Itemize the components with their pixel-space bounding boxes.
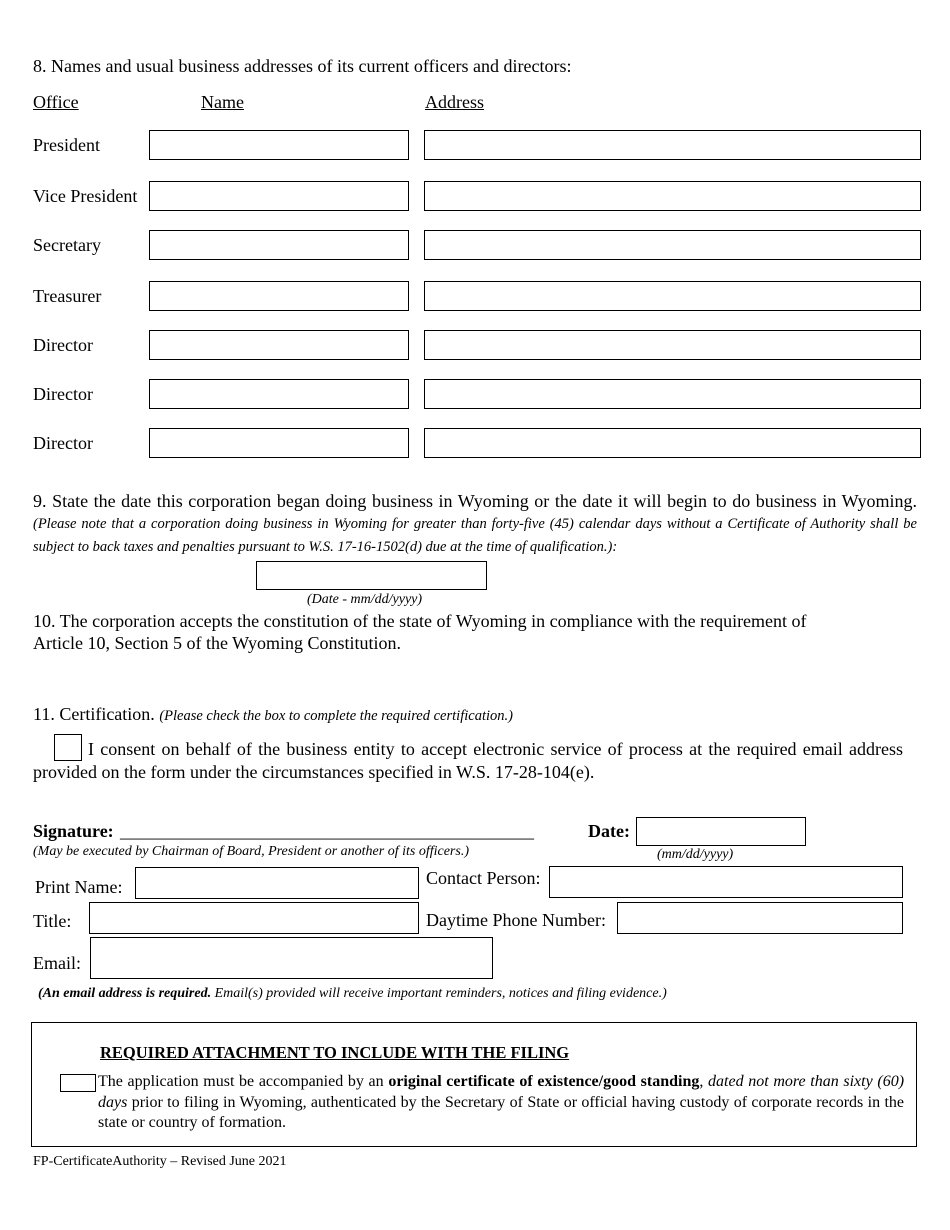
email-input[interactable] [90, 937, 493, 979]
email-note-text: Email(s) provided will receive important reminders, notices and filing evidence.) [211, 986, 667, 1001]
section-10-line1: 10. The corporation accepts the constitution of the state of Wyoming in compliance with the requirement of [33, 611, 807, 631]
title-label: Title: [33, 911, 72, 931]
office-label: Treasurer [33, 286, 102, 306]
executed-note: (May be executed by Chairman of Board, President or another of its officers.) [33, 844, 469, 859]
officer-address-input[interactable] [424, 281, 921, 311]
print-name-input[interactable] [135, 867, 419, 899]
title-input[interactable] [89, 902, 419, 934]
officer-name-input[interactable] [149, 330, 409, 360]
office-label: Vice President [33, 186, 138, 206]
section-10-line2: Article 10, Section 5 of the Wyoming Constitution. [33, 633, 402, 653]
officer-name-input[interactable] [149, 181, 409, 211]
officer-name-input[interactable] [149, 428, 409, 458]
signature-date-caption: (mm/dd/yyyy) [657, 847, 734, 862]
section-9-note: (Please note that a corporation doing business in Wyoming for greater than forty-five (45) calendar days without a Certificate of Authority shall be subject to back taxes and penalties pursuant to W.S. 17-16-1502(d) due at the time of qualification.): [33, 516, 917, 555]
officer-address-input[interactable] [424, 379, 921, 409]
officer-name-input[interactable] [149, 379, 409, 409]
attachment-checkbox[interactable] [60, 1074, 96, 1092]
phone-input[interactable] [617, 902, 903, 934]
officer-address-input[interactable] [424, 428, 921, 458]
email-note-bold: (An email address is required. [38, 986, 212, 1001]
office-label: Secretary [33, 235, 101, 255]
officer-address-input[interactable] [424, 181, 921, 211]
officer-name-input[interactable] [149, 130, 409, 160]
section-11-note: (Please check the box to complete the required certification.) [159, 708, 513, 724]
email-label: Email: [33, 953, 81, 973]
footer: FP-CertificateAuthority – Revised June 2021 [33, 1154, 287, 1169]
col-address: Address [425, 92, 484, 112]
attachment-text-bold: original certificate of existence/good standing [388, 1073, 700, 1090]
contact-person-input[interactable] [549, 866, 903, 898]
signature-line[interactable]: ______________________________________________ [120, 821, 534, 841]
officer-address-input[interactable] [424, 230, 921, 260]
office-label: President [33, 135, 100, 155]
section-9-text [33, 491, 917, 558]
attachment-heading: REQUIRED ATTACHMENT TO INCLUDE WITH THE FILING [100, 1043, 570, 1062]
office-label: Director [33, 384, 93, 404]
attachment-text-1: The application must be accompanied by an [98, 1073, 389, 1090]
signature-date-input[interactable] [636, 817, 806, 846]
office-label: Director [33, 335, 93, 355]
email-note [38, 986, 667, 1002]
date-caption: (Date - mm/dd/yyyy) [307, 592, 423, 607]
attachment-text-5: prior to filing in Wyoming, authenticated by the Secretary of State or official having custody of corporate records in the state or country of formation. [98, 1093, 904, 1131]
attachment-text [98, 1072, 904, 1134]
attachment-text-italic: dated not more than sixty (60) days [98, 1073, 905, 1111]
office-label: Director [33, 433, 93, 453]
print-name-label: Print Name: [35, 877, 123, 897]
contact-person-label: Contact Person: [426, 868, 541, 888]
phone-label: Daytime Phone Number: [426, 910, 606, 930]
attachment-text-3: , [699, 1073, 709, 1090]
officer-address-input[interactable] [424, 330, 921, 360]
col-office: Office [33, 92, 79, 112]
col-name: Name [201, 92, 244, 112]
signature-label: Signature: [33, 821, 114, 841]
date-label: Date: [588, 821, 630, 841]
section-9-question: 9. State the date this corporation began doing business in Wyoming or the date it will begin to do business in Wyoming. [33, 491, 917, 511]
officer-address-input[interactable] [424, 130, 921, 160]
section-8-title: 8. Names and usual business addresses of its current officers and directors: [33, 56, 572, 76]
consent-text: I consent on behalf of the business entity to accept electronic service of process at the required email address provided on the form under the circumstances specified in W.S. 17-28-104(e). [33, 739, 903, 782]
business-date-input[interactable] [256, 561, 487, 590]
officer-name-input[interactable] [149, 230, 409, 260]
officer-name-input[interactable] [149, 281, 409, 311]
section-11-title: 11. Certification. [33, 704, 155, 724]
